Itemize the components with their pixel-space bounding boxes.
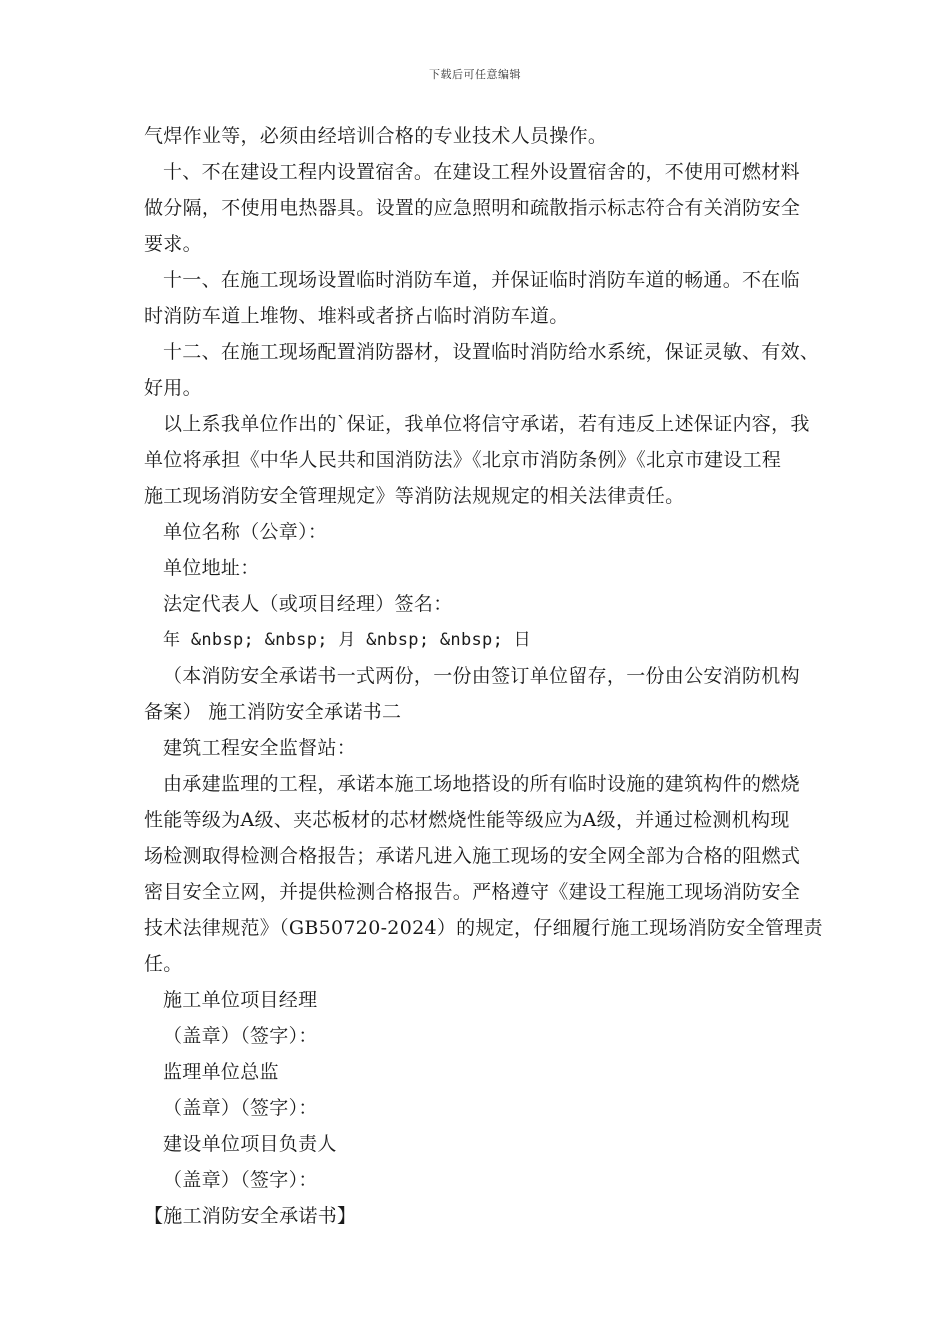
clause-10-line-3: 要求。 [144, 233, 202, 255]
clause-12-line-1: 十二、在施工现场配置消防器材，设置临时消防给水系统，保证灵敏、有效、 [163, 341, 820, 363]
guarantee-line-3: 施工现场消防安全管理规定》等消防法规规定的相关法律责任。 [144, 485, 685, 507]
construction-manager-label: 施工单位项目经理 [163, 989, 318, 1011]
owner-manager-signature: （盖章）（签字）： [163, 1169, 318, 1191]
date-field: 年 &nbsp; &nbsp; 月 &nbsp; &nbsp; 日 [163, 630, 531, 650]
commitment-line-6: 任。 [144, 953, 183, 975]
document-title-bracketed: 【施工消防安全承诺书】 [144, 1205, 357, 1227]
document-body [144, 118, 823, 1234]
copies-note-line-1: （本消防安全承诺书一式两份，一份由签订单位留存，一份由公安消防机构 [163, 665, 800, 687]
clause-11-line-2: 时消防车道上堆物、堆料或者挤占临时消防车道。 [144, 305, 569, 327]
clause-11-line-1: 十一、在施工现场设置临时消防车道，并保证临时消防车道的畅通。不在临 [163, 269, 800, 291]
addressee-line: 建筑工程安全监督站： [163, 737, 357, 759]
guarantee-line-2: 单位将承担《中华人民共和国消防法》《北京市消防条例》《北京市建设工程 [144, 449, 782, 471]
text-line-continuation: 气焊作业等，必须由经培训合格的专业技术人员操作。 [144, 125, 608, 147]
unit-name-field: 单位名称（公章）： [163, 521, 328, 543]
unit-address-field: 单位地址： [163, 557, 260, 579]
clause-10-line-2: 做分隔，不使用电热器具。设置的应急照明和疏散指示标志符合有关消防安全 [144, 197, 801, 219]
guarantee-line-1: 以上系我单位作出的`保证，我单位将信守承诺，若有违反上述保证内容，我 [163, 413, 810, 435]
clause-10-line-1: 十、不在建设工程内设置宿舍。在建设工程外设置宿舍的，不使用可燃材料 [163, 161, 800, 183]
commitment-line-1: 由承建监理的工程，承诺本施工场地搭设的所有临时设施的建筑构件的燃烧 [163, 773, 800, 795]
construction-manager-signature: （盖章）（签字）： [163, 1025, 318, 1047]
copies-note-line-2: 备案） 施工消防安全承诺书二 [144, 701, 402, 723]
commitment-line-5: 技术法律规范》（GB50720-2024）的规定，仔细履行施工现场消防安全管理责 [144, 917, 823, 939]
commitment-line-2: 性能等级为A级、夹芯板材的芯材燃烧性能等级应为A级，并通过检测机构现 [144, 809, 790, 831]
supervisor-label: 监理单位总监 [163, 1061, 279, 1083]
page-header: 下载后可任意编辑 [429, 68, 521, 81]
clause-12-line-2: 好用。 [144, 377, 202, 399]
owner-manager-label: 建设单位项目负责人 [163, 1133, 337, 1155]
commitment-line-3: 场检测取得检测合格报告；承诺凡进入施工现场的安全网全部为合格的阻燃式 [144, 845, 801, 867]
supervisor-signature: （盖章）（签字）： [163, 1097, 318, 1119]
commitment-line-4: 密目安全立网，并提供检测合格报告。严格遵守《建设工程施工现场消防安全 [144, 881, 801, 903]
legal-representative-field: 法定代表人（或项目经理）签名： [163, 593, 453, 615]
